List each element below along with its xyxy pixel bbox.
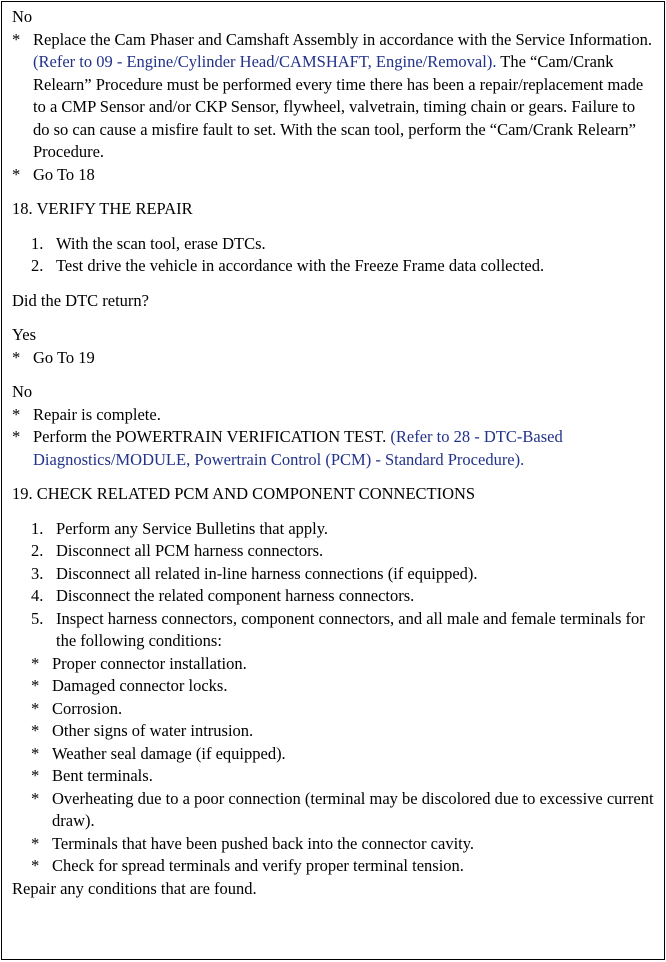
no-label: No [12,382,33,401]
item-text: Disconnect the related component harness connectors. [56,586,415,605]
item-number: 2. [31,541,44,560]
cross-reference-link[interactable]: (Refer to 09 - Engine/Cylinder Head/CAMSHAFT, Engine/Removal). [33,52,497,71]
item-number: 3. [31,563,44,583]
bullet-text: Go To 19 [33,347,95,367]
condition-item [12,855,654,878]
item-number: 2. [31,256,44,275]
bullet-marker: * [12,29,21,49]
condition-item [12,698,654,721]
closing-text: Repair any conditions that are found. [12,878,257,898]
item-number: 1. [31,518,44,538]
item-text: Test drive the vehicle in accordance with the Freeze Frame data collected. [56,256,545,275]
bullet-marker: * [31,743,40,763]
condition-item [12,653,654,676]
bullet-marker: * [31,698,40,718]
bullet-marker: * [12,427,21,446]
step-heading: 19. CHECK RELATED PCM AND COMPONENT CONNECTIONS [12,484,476,503]
question-text: Did the DTC return? [12,290,150,310]
condition-text: Weather seal damage (if equipped). [52,743,286,763]
numbered-item [12,585,654,608]
condition-text: Damaged connector locks. [52,676,228,695]
bullet-marker: * [31,676,40,695]
yes-label: Yes [12,325,37,344]
bullet-text: Repair is complete. [33,404,161,424]
bullet-marker: * [31,833,40,853]
bullet-marker: * [31,788,40,808]
item-number: 4. [31,586,44,605]
bullet-marker: * [31,856,40,875]
condition-text: Check for spread terminals and verify proper terminal tension. [52,856,464,875]
cross-reference-link[interactable]: (Refer to 28 - DTC-Based Diagnostics/MODULE, Powertrain Control (PCM) - Standard Procedure). [33,427,563,469]
bullet-marker: * [12,347,21,367]
numbered-item [12,563,654,586]
condition-item [12,833,654,856]
numbered-item [12,540,654,563]
bullet-item [12,164,654,187]
condition-text: Corrosion. [52,698,123,718]
bullet-item [12,426,654,471]
numbered-item [12,518,654,541]
item-number: 5. [31,608,44,628]
step-heading: 18. VERIFY THE REPAIR [12,199,193,218]
bullet-text: Replace the Cam Phaser and Camshaft Assembly in accordance with the Service Information. [33,29,653,49]
condition-item [12,720,654,743]
bullet-marker: * [12,404,21,424]
item-text: Inspect harness connectors, component connectors, and all male and female terminals for the following conditions: [56,608,645,650]
numbered-item [12,608,654,653]
condition-item [12,765,654,788]
bullet-marker: * [31,653,40,673]
bullet-text: The “Cam/Crank Relearn” Procedure must be performed every time there has been a repair/replacement made to a CMP Sensor and/or CKP Sensor, flywheel, valvetrain, timing chain or gears. Failure to do so can cause a misfire fault to set. With the scan tool, perform the “Cam/Crank Relearn” Procedure. [33,52,644,161]
bullet-marker: * [12,164,21,184]
condition-item [12,788,654,833]
condition-text: Other signs of water intrusion. [52,721,254,740]
bullet-item [12,29,654,164]
condition-item [12,675,654,698]
bullet-marker: * [31,766,40,785]
condition-text: Overheating due to a poor connection (terminal may be discolored due to excessive current draw). [52,788,654,830]
condition-text: Bent terminals. [52,766,153,785]
no-label: No [12,7,33,26]
item-text: Perform any Service Bulletins that apply. [56,518,329,538]
condition-item [12,743,654,766]
item-text: Disconnect all related in-line harness connections (if equipped). [56,563,478,583]
numbered-item [12,233,654,256]
bullet-item [12,347,654,370]
bullet-text: Perform the POWERTRAIN VERIFICATION TEST. [33,427,387,446]
item-number: 1. [31,233,44,253]
item-text: With the scan tool, erase DTCs. [56,233,266,253]
bullet-item [12,404,654,427]
procedure-document [1,1,665,960]
bullet-text: Go To 18 [33,164,95,184]
condition-text: Terminals that have been pushed back into the connector cavity. [52,833,475,853]
numbered-item [12,255,654,278]
condition-text: Proper connector installation. [52,653,247,673]
bullet-marker: * [31,721,40,740]
item-text: Disconnect all PCM harness connectors. [56,541,324,560]
